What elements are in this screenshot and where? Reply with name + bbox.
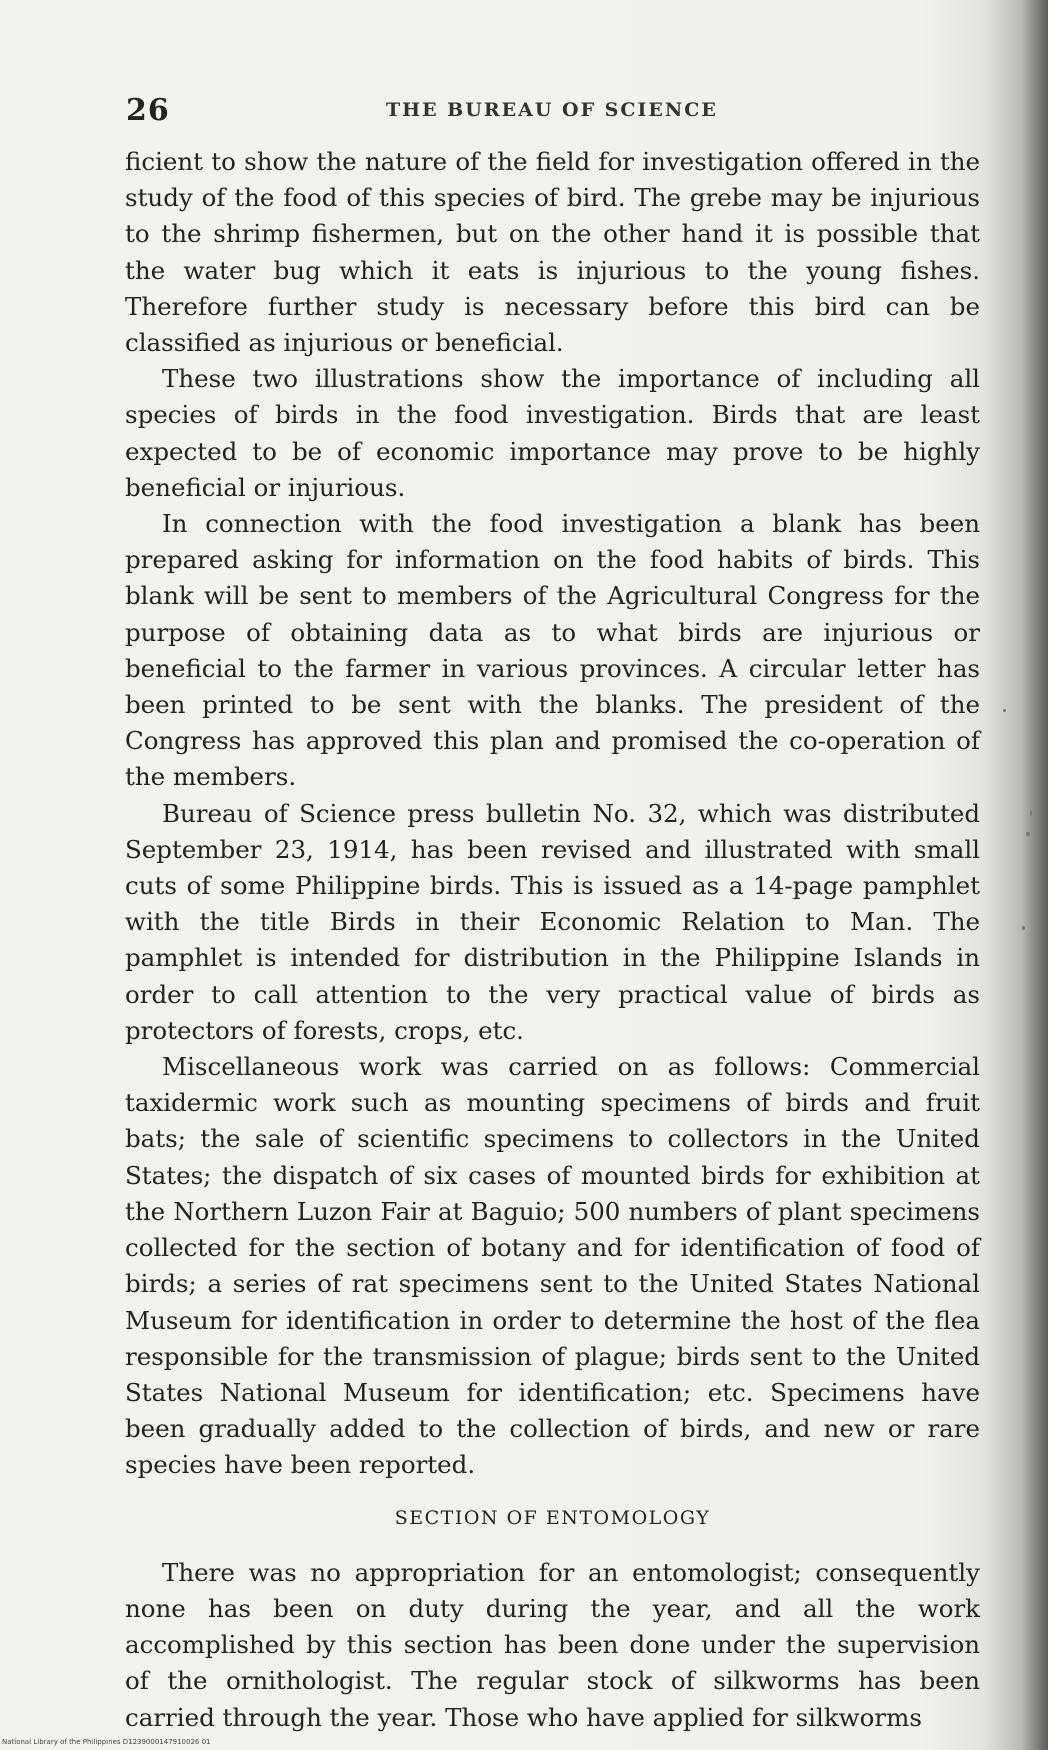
paragraph-press-bulletin: Bureau of Science press bulletin No. 32, which was distributed September 23, 1914, has been revised and illustrated with small cuts of some Philippine birds. This is issued as a 14-page pamphlet with the title Birds in their Economic Relation to Man. The pamphlet is intended for distribution in the Philippine Islands in order to call attention to the very practical value of birds as protectors of forests, crops, etc. xyxy=(125,798,980,1045)
page-number: 26 xyxy=(126,93,170,128)
page-header xyxy=(126,93,971,133)
paragraph-entomology: There was no appropriation for an entomologist; consequently none has been on duty during the year, and all the work accomplished by this section has been done under the supervision of the ornithologist. The regular stock of silkworms has been carried through the year. Those who have applied for silkworms xyxy=(125,1557,980,1732)
scan-speck xyxy=(1030,810,1032,816)
scan-speck xyxy=(1003,709,1006,712)
paragraph-miscellaneous-work: Miscellaneous work was carried on as follows: Commercial taxidermic work such as mounting specimens of birds and fruit bats; the sale of scientific specimens to collectors in the United States; the dispatch of six cases of mounted birds for exhibition at the Northern Luzon Fair at Baguio; 500 numbers of plant specimens collected for the section of botany and for identification of food of birds; a series of rat specimens sent to the United States National Museum for identification in order to determine the host of the flea responsible for the transmission of plague; birds sent to the United States National Museum for identification; etc. Specimens have been gradually added to the collection of birds, and new or rare species have been reported. xyxy=(125,1052,980,1480)
footer-note: National Library of the Philippines D1239000147910026 01 xyxy=(2,1738,211,1746)
paragraph-illustrations: These two illustrations show the importance of including all species of birds in the food investigation. Birds that are least expected to be of economic importance may prove to be highly beneficial or injurious. xyxy=(125,364,980,502)
body-text xyxy=(125,144,980,1736)
section-heading: SECTION OF ENTOMOLOGY xyxy=(394,1506,711,1529)
scan-speck xyxy=(1022,926,1025,930)
paragraph-food-investigation: In connection with the food investigation a blank has been prepared asking for information on the food habits of birds. This blank will be sent to members of the Agricultural Congress for the purpose of obtaining data as to what birds are injurious or beneficial to the farmer in various provinces. A circular letter has been printed to be sent with the blanks. The president of the Congress has approved this plan and promised the co-operation of the members. xyxy=(125,509,980,792)
scan-speck xyxy=(1026,832,1030,836)
paragraph-continuation: ficient to show the nature of the field for investigation offered in the study of the food of this species of bird. The grebe may be injurious to the shrimp fishermen, but on the other hand it is possible that the water bug which it eats is injurious to the young fishes. Therefore further study is necessary before this bird can be classified as injurious or beneficial. xyxy=(125,147,980,358)
running-head: THE BUREAU OF SCIENCE xyxy=(386,99,718,121)
